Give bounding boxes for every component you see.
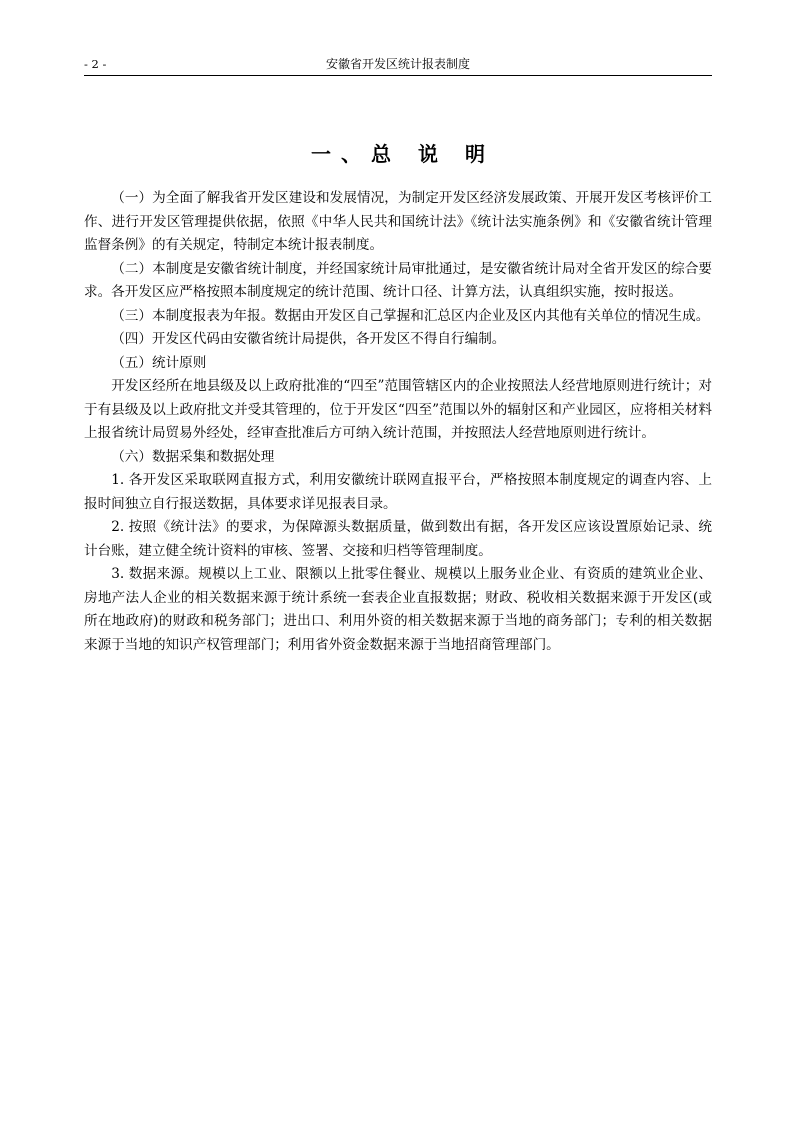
paragraph-data-heading: （六）数据采集和数据处理: [111, 448, 275, 465]
header-rule: [84, 75, 712, 76]
paragraph-principle: 开发区经所在地县级及以上政府批准的“四至”范围管辖区内的企业按照法人经营地原则进行统计；对于有县级及以上政府批文并受其管理的，位于开发区“四至”范围以外的辐射区和产业园区，应将相关材料上报省统计局贸易外经处，经审查批准后方可纳入统计范围，并按照法人经营地原则进行统计。: [84, 378, 712, 441]
paragraph-purpose: （一）为全面了解我省开发区建设和发展情况，为制定开发区经济发展政策、开展开发区考核评价工作、进行开发区管理提供依据，依照《中华人民共和国统计法》《统计法实施条例》和《安徽省统计管理监督条例》的有关规定，特制定本统计报表制度。: [84, 190, 712, 253]
paragraph-principle-heading: （五）统计原则: [111, 354, 207, 371]
paragraph-data-item-1: 1. 各开发区采取联网直报方式，利用安徽统计联网直报平台，严格按照本制度规定的调查内容、上报时间独立自行报送数据，具体要求详见报表目录。: [84, 472, 712, 512]
paragraph-frequency: （三）本制度报表为年报。数据由开发区自己掌握和汇总区内企业及区内其他有关单位的情况生成。: [111, 307, 710, 324]
running-title: 安徽省开发区统计报表制度: [325, 57, 470, 71]
paragraph-data-item-3: 3. 数据来源。规模以上工业、限额以上批零住餐业、规模以上服务业企业、有资质的建筑业企业、房地产法人企业的相关数据来源于统计系统一套表企业直报数据；财政、税收相关数据来源于开发区(或所在地政府)的财政和税务部门；进出口、利用外资的相关数据来源于当地的商务部门；专利的相关数据来源于当地的知识产权管理部门；利用省外资金数据来源于当地招商管理部门。: [84, 566, 712, 653]
paragraph-nature: （二）本制度是安徽省统计制度，并经国家统计局审批通过，是安徽省统计局对全省开发区的综合要求。各开发区应严格按照本制度规定的统计范围、统计口径、计算方法，认真组织实施，按时报送。: [84, 260, 712, 300]
section-title: 一、总 说 明: [311, 142, 495, 167]
paragraph-data-item-2: 2. 按照《统计法》的要求，为保障源头数据质量，做到数出有据，各开发区应该设置原始记录、统计台账，建立健全统计资料的审核、签署、交接和归档等管理制度。: [84, 519, 712, 559]
body-text: [84, 187, 712, 657]
paragraph-code: （四）开发区代码由安徽省统计局提供，各开发区不得自行编制。: [111, 331, 506, 347]
page-header: [84, 56, 712, 74]
page-number: - 2 -: [84, 57, 107, 71]
